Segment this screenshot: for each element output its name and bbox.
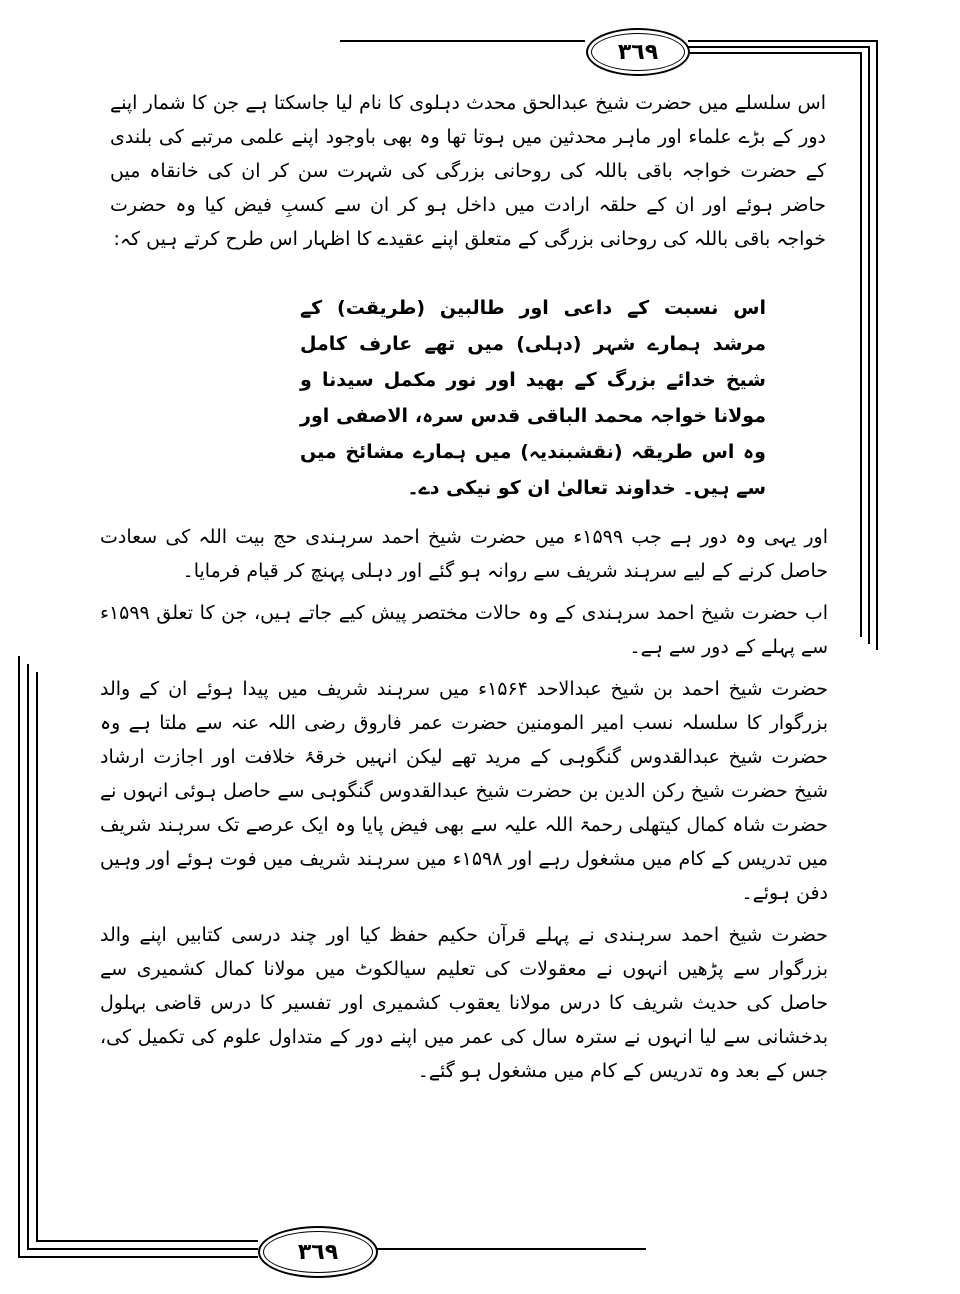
paragraph: اور یہی وہ دور ہے جب ۱۵۹۹ء میں حضرت شیخ احمد سرہندی حج بیت اللہ کی سعادت حاصل کرنے کے لیے سرہند شریف سے روانہ ہو گئے اور دہلی پہنچ کر قیام فرمایا۔ [100, 526, 829, 582]
border-top-line [340, 40, 585, 42]
page-number-bottom-text: ٣٦٩ [297, 1239, 339, 1265]
border-top-line [688, 52, 862, 54]
border-bottom-line [27, 1248, 258, 1250]
paragraph: اس سلسلے میں حضرت شیخ عبدالحق محدث دہلوی کا نام لیا جاسکتا ہے جن کا شمار اپنے دور کے بڑے علماء اور ماہر محدثین میں ہوتا تھا وہ بھی باوجود اپنے علمی مرتبے کی بلندی کے حضرت خواجہ باقی باللہ کی روحانی بزرگی کی شہرت سن کر ان کی خانقاہ میں حاضر ہوئے اور ان کے حلقہ ارادت میں داخل ہو کر ان سے کسبِ فیض کیا وہ حضرت خواجہ باقی باللہ کی روحانی بزرگی کے متعلق اپنے عقیدے کا اظہار اس طرح کرتے ہیں کہ: [110, 92, 826, 250]
quote-block [300, 290, 766, 506]
paragraph: حضرت شیخ احمد سرہندی نے پہلے قرآن حکیم حفظ کیا اور چند درسی کتابیں اپنے والد بزرگوار سے پڑھیں انہوں نے معقولات کی تعلیم سیالکوٹ میں مولانا کمال کشمیری سے حاصل کی حدیث شریف کا درس مولانا یعقوب کشمیری اور تفسیر کا درس قاضی بہلول بدخشانی سے لیا انہوں نے سترہ سال کی عمر میں اپنے دور کے متداول علوم کی تکمیل کی، جس کے بعد وہ تدریس کے کام میں مشغول ہو گئے۔ [100, 924, 828, 1082]
paragraph: حضرت شیخ احمد بن شیخ عبدالاحد ۱۵۶۴ء میں سرہند شریف میں پیدا ہوئے ان کے والد بزرگوار کا سلسلہ نسب امیر المومنین حضرت عمر فاروق رضی اللہ عنہ سے ملتا ہے وہ حضرت شیخ عبدالقدوس گنگوہی کے مرید تھے لیکن انہیں خرقۂ خلافت اور اجازت ارشاد شیخ حضرت شیخ رکن الدین بن حضرت شیخ عبدالقدوس گنگوہی سے حاصل ہوئی انہوں نے حضرت شاہ کمال کیتھلی رحمۃ اللہ علیہ سے بھی فیض پایا وہ ایک عرصے تک سرہند شریف میں تدریس کے کام میں مشغول رہے اور ۱۵۹۸ء میں سرہند شریف میں فوت ہوئے اور وہیں دفن ہوئے۔ [100, 678, 828, 904]
intro-paragraph-block [110, 86, 826, 256]
border-left-line [27, 664, 29, 1248]
body-paragraphs-block [100, 520, 828, 1088]
quote-text: اس نسبت کے داعی اور طالبین (طریقت) کے مرشد ہمارے شہر (دہلی) میں تھے عارف کامل شیخ خدائے بزرگ کے بھید اور نور مکمل سیدنا و مولانا خواجہ محمد الباقی قدس سرہ، الاصفی اور وہ اس طریقہ (نقشبندیہ) میں ہمارے مشائخ میں سے ہیں۔ خداوند تعالیٰ ان کو نیکی دے۔ [300, 297, 766, 499]
border-left-line [18, 656, 20, 1256]
border-right-line [876, 40, 878, 650]
page-number-top [586, 28, 690, 76]
border-right-line [860, 52, 862, 637]
paragraph: اب حضرت شیخ احمد سرہندی کے وہ حالات مختصر پیش کیے جاتے ہیں، جن کا تعلق ۱۵۹۹ء سے پہلے کے دور سے ہے۔ [100, 602, 828, 658]
border-bottom-line [376, 1248, 646, 1250]
border-top-line [688, 46, 870, 48]
border-top-line [688, 40, 878, 42]
page-number-bottom [258, 1226, 378, 1278]
border-right-line [868, 46, 870, 644]
border-left-line [36, 672, 38, 1240]
border-bottom-line [18, 1256, 258, 1258]
page-number-top-text: ٣٦٩ [617, 39, 659, 65]
border-bottom-line [36, 1240, 258, 1242]
